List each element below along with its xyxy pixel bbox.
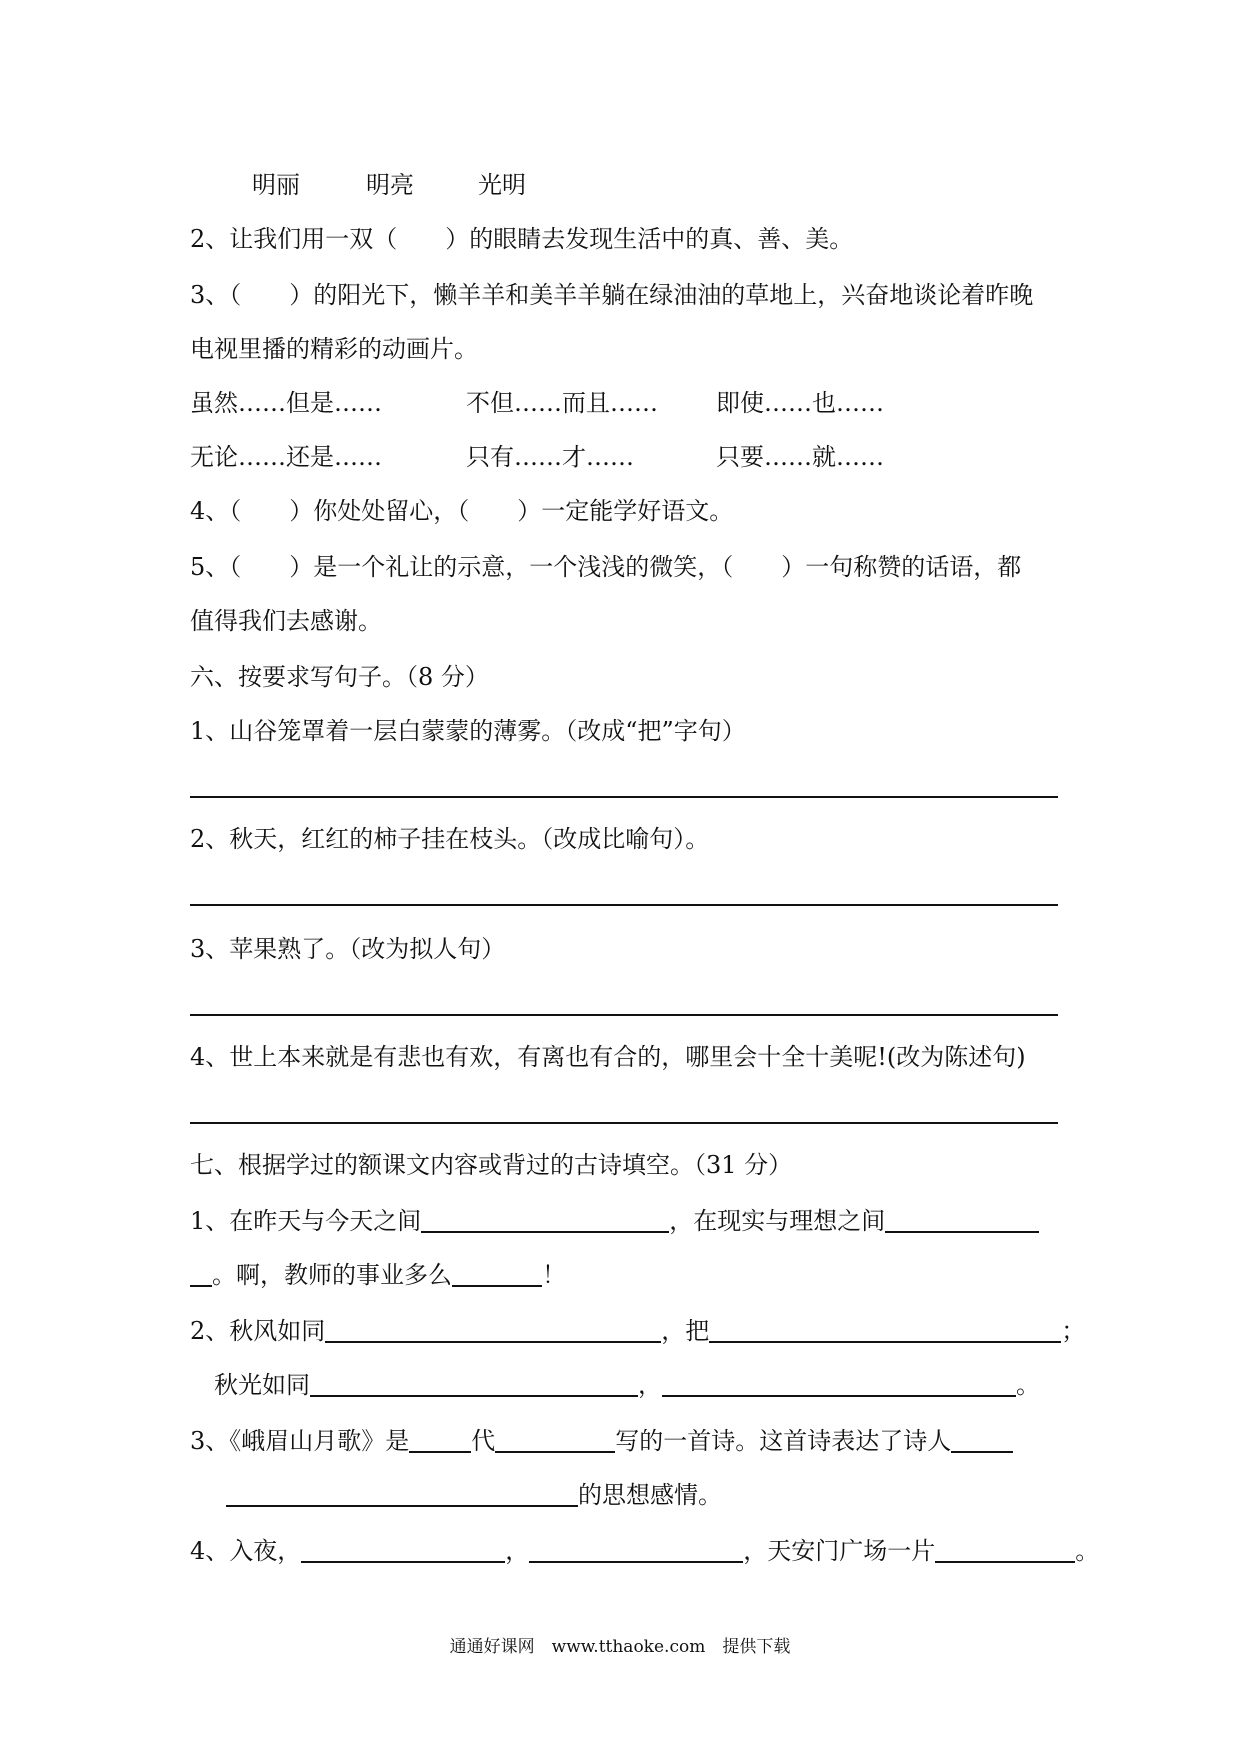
- fill-blank-line: [226, 1480, 722, 1510]
- question-line: 4、世上本来就是有悲也有欢，有离也有合的，哪里会十全十美呢!(改为陈述句): [190, 1043, 1026, 1071]
- question-text: 2、秋风如同: [190, 1317, 326, 1345]
- fill-blank[interactable]: [421, 1209, 669, 1233]
- question-text: ，在现实与理想之间: [669, 1207, 886, 1235]
- footer-credit: 通通好课网 www.tthaoke.com 提供下载: [449, 1637, 791, 1657]
- question-text: 。: [1016, 1371, 1040, 1399]
- conjunction-option: 不但……而且……: [466, 389, 658, 417]
- fill-blank-line: [190, 1206, 1039, 1236]
- question-text: ，把: [661, 1317, 710, 1345]
- fill-blank-line: [214, 1370, 1040, 1400]
- question-line: 3、苹果熟了。（改为拟人句）: [190, 935, 506, 963]
- fill-blank[interactable]: [226, 1483, 578, 1507]
- question-line: 2、秋天，红红的柿子挂在枝头。（改成比喻句）。: [190, 825, 710, 853]
- question-line: 3、（ ）的阳光下，懒羊羊和美羊羊躺在绿油油的草地上，兴奋地谈论着昨晚: [190, 281, 1034, 309]
- fill-blank[interactable]: [709, 1319, 1061, 1343]
- question-text: ，: [505, 1537, 530, 1565]
- question-text: ，天安门广场一片: [743, 1537, 936, 1565]
- answer-line[interactable]: [190, 904, 1058, 906]
- fill-blank[interactable]: [190, 1263, 212, 1287]
- fill-blank-line: [190, 1536, 1099, 1566]
- question-text: 。: [1075, 1537, 1100, 1565]
- question-text: ，: [638, 1371, 662, 1399]
- fill-blank[interactable]: [310, 1373, 638, 1397]
- question-text: 的思想感情。: [578, 1481, 722, 1509]
- word-option: 明亮: [366, 171, 414, 199]
- fill-blank[interactable]: [325, 1319, 661, 1343]
- fill-blank[interactable]: [495, 1429, 615, 1453]
- answer-line[interactable]: [190, 796, 1058, 798]
- question-line: 1、山谷笼罩着一层白蒙蒙的薄雾。（改成“把”字句）: [190, 717, 746, 745]
- question-line: 值得我们去感谢。: [190, 607, 382, 635]
- fill-blank[interactable]: [662, 1373, 1016, 1397]
- fill-blank-line: [190, 1316, 1085, 1346]
- conjunction-option: 只要……就……: [716, 443, 884, 471]
- section-heading: 七、根据学过的额课文内容或背过的古诗填空。（31 分）: [190, 1151, 793, 1179]
- fill-blank[interactable]: [301, 1539, 505, 1563]
- fill-blank[interactable]: [935, 1539, 1075, 1563]
- question-text: 1、在昨天与今天之间: [190, 1207, 422, 1235]
- question-text: 。啊，教师的事业多么: [212, 1261, 452, 1289]
- answer-line[interactable]: [190, 1014, 1058, 1016]
- conjunction-option: 无论……还是……: [190, 443, 382, 471]
- fill-blank[interactable]: [452, 1263, 542, 1287]
- question-line: 2、让我们用一双（ ）的眼睛去发现生活中的真、善、美。: [190, 225, 854, 253]
- word-option: 光明: [478, 171, 526, 199]
- question-text: 3、《峨眉山月歌》是: [190, 1427, 410, 1455]
- answer-line[interactable]: [190, 1122, 1058, 1124]
- conjunction-option: 只有……才……: [466, 443, 634, 471]
- question-text: 代: [471, 1427, 496, 1455]
- conjunction-option: 即使……也……: [716, 389, 884, 417]
- fill-blank[interactable]: [529, 1539, 743, 1563]
- question-text: 4、入夜，: [190, 1537, 302, 1565]
- fill-blank[interactable]: [409, 1429, 471, 1453]
- section-heading: 六、按要求写句子。（8 分）: [190, 663, 489, 691]
- question-line: 4、（ ）你处处留心，（ ）一定能学好语文。: [190, 497, 734, 525]
- fill-blank-line: [190, 1260, 566, 1290]
- fill-blank[interactable]: [885, 1209, 1039, 1233]
- question-text: 秋光如同: [214, 1371, 310, 1399]
- question-line: 5、（ ）是一个礼让的示意，一个浅浅的微笑，（ ）一句称赞的话语，都: [190, 553, 1022, 581]
- word-option: 明丽: [252, 171, 300, 199]
- conjunction-option: 虽然……但是……: [190, 389, 382, 417]
- question-line: 电视里播的精彩的动画片。: [190, 335, 478, 363]
- fill-blank[interactable]: [951, 1429, 1013, 1453]
- fill-blank-line: [190, 1426, 1013, 1456]
- question-text: ；: [1061, 1317, 1086, 1345]
- question-text: ！: [542, 1261, 566, 1289]
- question-text: 写的一首诗。这首诗表达了诗人: [615, 1427, 952, 1455]
